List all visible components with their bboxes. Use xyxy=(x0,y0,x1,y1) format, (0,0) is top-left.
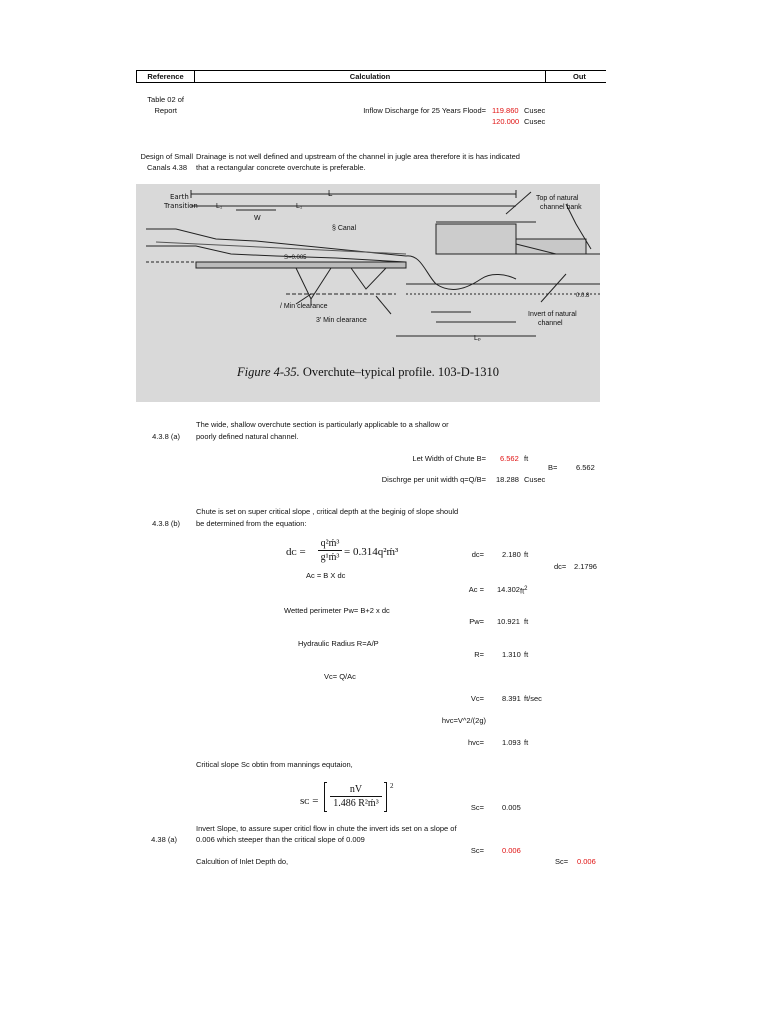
chute-width-unit: ft xyxy=(524,454,529,463)
ref-4-3-8-b: 4.3.8 (b) xyxy=(152,519,180,528)
fig-label-Lp: Lₚ xyxy=(474,335,481,342)
sec2-text-line1: Chute is set on super critical slope , critical depth at the beginig of slope should xyxy=(196,507,459,516)
pw-unit: ft xyxy=(524,617,529,626)
pw-formula: Wetted perimeter Pw= B+2 x dc xyxy=(284,606,390,615)
invert-sc-label: Sc= xyxy=(470,846,484,855)
ac-formula: Ac = B X dc xyxy=(306,571,346,580)
drainage-text-line2: that a rectangular concrete overchute is preferable. xyxy=(196,163,366,172)
fig-label-invert1: Invert of natural xyxy=(528,311,577,318)
r-value: 1.310 xyxy=(502,650,521,659)
hvc-unit: ft xyxy=(524,738,529,747)
fig-label-transition: Transition xyxy=(164,202,198,210)
fig-label-top-bank1: Top of natural xyxy=(536,195,579,202)
fig-label-invert2: channel xyxy=(538,320,563,327)
eq-sc-power: 2 xyxy=(390,782,394,790)
ref-table-line2: Report xyxy=(154,106,177,115)
dc-out-label: dc= xyxy=(554,562,567,571)
sec1-text-line1: The wide, shallow overchute section is particularly applicable to a shallow or xyxy=(196,420,449,429)
chute-width-label: Let Width of Chute B= xyxy=(412,454,486,463)
header-output: Out xyxy=(573,72,586,81)
dc-label: dc= xyxy=(471,550,484,559)
fig-label-min-clearance: / Min clearance xyxy=(280,303,328,310)
vc-label: Vc= xyxy=(470,694,484,703)
dc-out-value: 2.1796 xyxy=(574,562,597,571)
inflow-value2: 120.000 xyxy=(492,117,520,126)
sec4-text-line1: Invert Slope, to assure super criticl flow in chute the invert ids set on a slope of xyxy=(196,824,457,833)
hvc-value: 1.093 xyxy=(502,738,521,747)
hvc-label: hvc= xyxy=(467,738,484,747)
r-label: R= xyxy=(474,650,484,659)
vc-formula: Vc= Q/Ac xyxy=(324,672,356,681)
eq-sc-bracket-left xyxy=(324,782,327,812)
sc-label: Sc= xyxy=(470,803,484,812)
fig-label-slope: S=0.005 xyxy=(284,255,307,261)
eq-sc-bracket-right xyxy=(384,782,387,812)
fig-label-canal: § Canal xyxy=(332,225,357,232)
eq-dc-den: g¹ḿ³ xyxy=(320,552,340,563)
vc-value: 8.391 xyxy=(502,694,521,703)
inflow-value1: 119.860 xyxy=(492,106,519,115)
eq-sc-fraction-bar xyxy=(330,796,382,797)
ref-design-line2: Canals 4.38 xyxy=(146,163,187,172)
header-reference: Reference xyxy=(147,72,184,81)
drainage-text-line1: Drainage is not well defined and upstream of the channel in jugle area therefore it is has indicated xyxy=(196,152,520,161)
eq-sc-den: 1.486 R²ḿ³ xyxy=(333,798,379,809)
invert-sc-out-label: Sc= xyxy=(555,857,569,866)
r-formula: Hydraulic Radius R=A/P xyxy=(298,639,379,648)
header-calculation: Calculation xyxy=(349,72,391,81)
sec3-text: Critical slope Sc obtin from mannings equtaion, xyxy=(196,760,353,769)
eq-sc-lhs: sᴄ = xyxy=(300,795,319,807)
fig-label-earth: Earth xyxy=(170,193,189,201)
eq-dc-rhs: = 0.314q²ḿ³ xyxy=(344,546,399,558)
sec4-text-line2: 0.006 which steeper than the critical slope of 0.009 xyxy=(196,835,365,844)
fig-label-top-bank2: channel bank xyxy=(540,204,582,211)
ac-unit xyxy=(520,585,528,596)
eq-dc-num: q²ḿ³ xyxy=(320,538,340,549)
ac-label: Ac = xyxy=(468,585,484,594)
inlet-depth-heading: Calcultion of Inlet Depth do, xyxy=(196,857,289,866)
ref-4-3-8-a: 4.3.8 (a) xyxy=(152,432,180,441)
discharge-unit-unit: Cusec xyxy=(524,475,546,484)
inflow-label: Inflow Discharge for 25 Years Flood= xyxy=(363,106,486,115)
hvc-formula: hvc=V^2/(2g) xyxy=(441,716,486,725)
sec1-text-line2: poorly defined natural channel. xyxy=(196,432,299,441)
ac-unit-sup: 2 xyxy=(524,586,528,592)
ac-unit-text: ft xyxy=(520,586,525,596)
overchute-figure xyxy=(136,184,600,402)
chute-width-value: 6.562 xyxy=(500,454,519,463)
fig-label-L: L xyxy=(328,189,333,198)
fig-label-min-clearance2: 3' Min clearance xyxy=(316,317,367,324)
dc-value: 2.180 xyxy=(502,550,521,559)
chute-width-out-value: 6.562 xyxy=(576,463,595,472)
eq-dc-lhs: dᴄ = xyxy=(286,546,306,558)
discharge-unit-value: 18.288 xyxy=(496,475,519,484)
fig-label-L1: L₁ xyxy=(216,203,223,210)
inflow-unit2: Cusec xyxy=(524,117,546,126)
sec2-text-line2: be determined from the equation: xyxy=(196,519,307,528)
r-unit: ft xyxy=(524,650,529,659)
dc-unit: ft xyxy=(524,550,529,559)
vc-unit: ft/sec xyxy=(524,694,542,703)
ref-table-line1: Table 02 of xyxy=(147,95,184,104)
eq-dc-fraction-bar xyxy=(318,550,342,551)
invert-sc-value: 0.006 xyxy=(502,846,521,855)
pw-label: Pw= xyxy=(469,617,484,626)
pw-value: 10.921 xyxy=(497,617,520,626)
figure-caption xyxy=(136,365,600,380)
fig-label-L1b: L₁ xyxy=(296,203,303,210)
chute-width-out-label: B= xyxy=(548,463,558,472)
figure-caption-text: Overchute–typical profile. 103-D-1310 xyxy=(302,365,499,379)
ac-value: 14.302 xyxy=(497,585,520,594)
inflow-unit1: Cusec xyxy=(524,106,546,115)
fig-label-dim: 0.0.8 xyxy=(576,293,590,299)
invert-sc-out-value: 0.006 xyxy=(577,857,596,866)
ref-4-38-a: 4.38 (a) xyxy=(151,835,177,844)
eq-sc-num: nV xyxy=(349,784,363,795)
ref-design-line1: Design of Small xyxy=(140,152,193,161)
discharge-unit-label: Dischrge per unit width q=Q/B= xyxy=(381,475,486,484)
figure-caption-number: Figure 4-35. xyxy=(237,365,300,379)
sc-value: 0.005 xyxy=(502,803,521,812)
fig-label-W: W xyxy=(254,215,261,222)
header-row xyxy=(136,70,606,83)
